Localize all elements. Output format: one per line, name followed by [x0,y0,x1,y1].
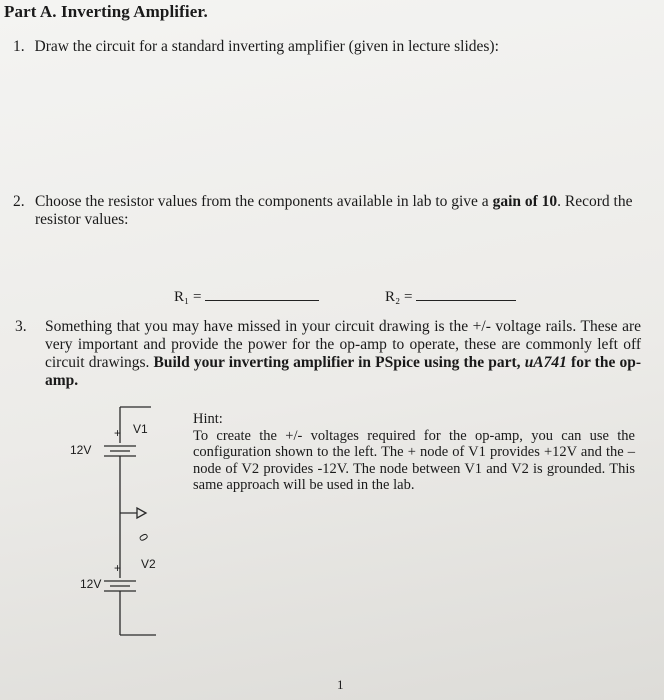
r1-field [174,286,319,306]
question-1-number: 1. [13,38,25,55]
v1-plus-sign: + [114,426,122,440]
r2-label: R₂ = [385,289,413,305]
question-3-number: 3. [15,318,27,335]
page-number: 1 [337,677,344,692]
r1-label: R₁ = [174,289,202,305]
r2-field [385,286,516,306]
hint-heading: Hint: [193,411,223,427]
hint-text: To create the +/- voltages required for the op-amp, you can use the configuration shown to the left. The + node of V1 provides +12V and the – node of V2 provides -12V. The node between V1 and V2 is grounded. This same approach will be used in the lab. [193,427,635,493]
voltage-source-schematic [0,395,190,655]
question-3-body [45,318,641,390]
question-3 [15,318,655,389]
question-3-instruction: Build your inverting amplifier in PSpice using the part, [153,354,525,371]
question-2 [13,193,653,228]
question-2-body [35,193,655,229]
ground-symbol [137,508,146,518]
v1-name: V1 [133,422,148,436]
question-2-gain: gain of 10 [492,193,558,210]
v2-value: 12V [80,577,102,591]
ground-label: 0 [135,531,152,544]
question-3-part-name: uA741 [524,354,567,371]
hint-box [193,411,635,494]
question-1-text: Draw the circuit for a standard inverting amplifier (given in lecture slides): [34,38,499,55]
v1-value: 12V [70,443,92,457]
question-3-text: Something that you may have missed in your circuit drawing is the +/- voltage rails. These are very important and provide the power for the op-amp to operate, these are commonly left off circuit drawings. [45,318,641,371]
page-title: Part A. Inverting Amplifier. [4,2,208,21]
question-1 [13,38,653,56]
question-2-text: Choose the resistor values from the components available in lab to give a [35,193,493,210]
question-2-number: 2. [13,193,25,210]
r1-blank-line[interactable] [205,286,319,301]
question-2-text-end: . Record the resistor values: [35,193,633,228]
v2-name: V2 [141,557,156,571]
question-3-instruction-end: for the op-amp. [45,354,641,389]
r2-blank-line[interactable] [416,286,516,301]
v2-plus-sign: + [114,561,122,575]
